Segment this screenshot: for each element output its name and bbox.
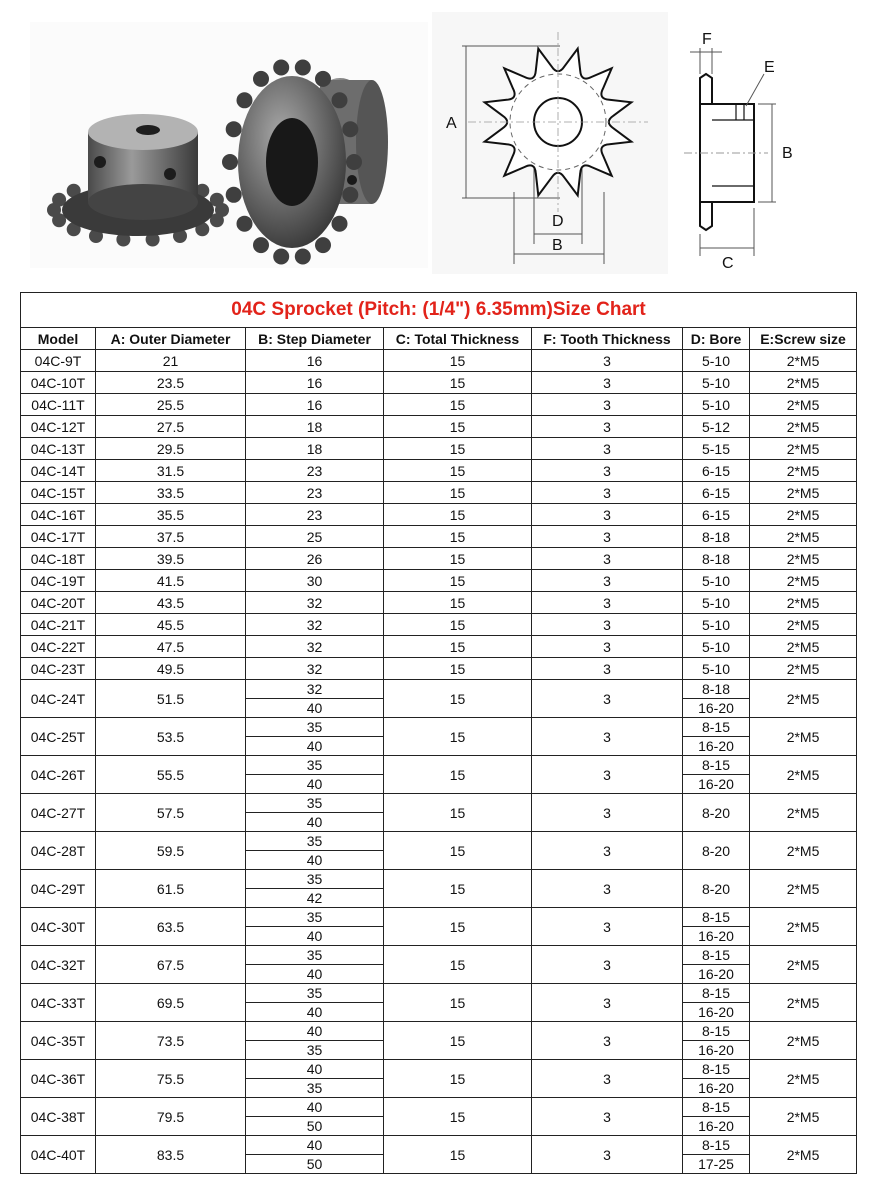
outer-diameter-cell: 41.5 xyxy=(96,570,246,592)
table-row xyxy=(21,416,857,438)
total-thickness-cell: 15 xyxy=(384,718,532,756)
screw-size-cell: 2*M5 xyxy=(750,372,857,394)
label-a: A xyxy=(446,115,457,132)
bore-cell xyxy=(683,908,750,946)
tooth-thickness-cell: 3 xyxy=(532,482,683,504)
step-diameter-cell: 32 xyxy=(246,636,384,658)
sprocket-left xyxy=(47,114,229,247)
screw-size-cell: 2*M5 xyxy=(750,526,857,548)
step-diameter-value: 35 xyxy=(306,985,323,1001)
outer-diameter-cell: 73.5 xyxy=(96,1022,246,1060)
screw-size-cell: 2*M5 xyxy=(750,794,857,832)
step-diameter-value: 40 xyxy=(246,774,383,793)
bore-value: 8-15 xyxy=(701,1061,731,1077)
tooth-thickness-cell: 3 xyxy=(532,658,683,680)
step-diameter-value: 42 xyxy=(246,888,383,907)
step-diameter-cell xyxy=(246,1022,384,1060)
step-diameter-cell xyxy=(246,984,384,1022)
outer-diameter-cell: 21 xyxy=(96,350,246,372)
bore-value: 8-15 xyxy=(701,757,731,773)
step-diameter-cell xyxy=(246,832,384,870)
model-cell: 04C-18T xyxy=(21,548,96,570)
tooth-thickness-cell: 3 xyxy=(532,438,683,460)
outer-diameter-cell: 55.5 xyxy=(96,756,246,794)
step-diameter-cell xyxy=(246,908,384,946)
model-cell: 04C-19T xyxy=(21,570,96,592)
bore-value: 17-25 xyxy=(683,1154,749,1173)
sprocket-right xyxy=(222,60,388,265)
step-diameter-cell: 26 xyxy=(246,548,384,570)
label-c: C xyxy=(722,255,734,272)
screw-size-cell: 2*M5 xyxy=(750,756,857,794)
model-cell: 04C-35T xyxy=(21,1022,96,1060)
tooth-thickness-cell: 3 xyxy=(532,908,683,946)
outer-diameter-cell: 35.5 xyxy=(96,504,246,526)
table-row xyxy=(21,482,857,504)
table-row xyxy=(21,718,857,756)
bore-value: 16-20 xyxy=(683,774,749,793)
screw-size-cell: 2*M5 xyxy=(750,718,857,756)
screw-size-cell: 2*M5 xyxy=(750,570,857,592)
tooth-thickness-cell: 3 xyxy=(532,1060,683,1098)
header-outer-diameter: A: Outer Diameter xyxy=(96,328,246,350)
step-diameter-value: 35 xyxy=(306,795,323,811)
tooth-thickness-cell: 3 xyxy=(532,1098,683,1136)
table-row xyxy=(21,592,857,614)
bore-value: 8-15 xyxy=(701,719,731,735)
bore-cell: 5-10 xyxy=(683,570,750,592)
total-thickness-cell: 15 xyxy=(384,504,532,526)
step-diameter-value: 32 xyxy=(306,681,323,697)
outer-diameter-cell: 79.5 xyxy=(96,1098,246,1136)
tooth-thickness-cell: 3 xyxy=(532,636,683,658)
outer-diameter-cell: 37.5 xyxy=(96,526,246,548)
table-row xyxy=(21,394,857,416)
bore-cell: 8-20 xyxy=(683,794,750,832)
model-cell: 04C-32T xyxy=(21,946,96,984)
bore-cell: 6-15 xyxy=(683,482,750,504)
step-diameter-cell: 30 xyxy=(246,570,384,592)
front-view-diagram xyxy=(432,12,668,274)
model-cell: 04C-10T xyxy=(21,372,96,394)
total-thickness-cell: 15 xyxy=(384,438,532,460)
step-diameter-value: 40 xyxy=(246,698,383,717)
bore-cell: 8-18 xyxy=(683,526,750,548)
step-diameter-cell xyxy=(246,756,384,794)
screw-size-cell: 2*M5 xyxy=(750,832,857,870)
screw-size-cell: 2*M5 xyxy=(750,658,857,680)
screw-size-cell: 2*M5 xyxy=(750,1060,857,1098)
table-row xyxy=(21,870,857,908)
bore-cell xyxy=(683,1060,750,1098)
product-photo xyxy=(30,22,428,268)
step-diameter-cell: 32 xyxy=(246,592,384,614)
table-row xyxy=(21,1022,857,1060)
total-thickness-cell: 15 xyxy=(384,658,532,680)
total-thickness-cell: 15 xyxy=(384,394,532,416)
bore-value: 16-20 xyxy=(683,1078,749,1097)
model-cell: 04C-9T xyxy=(21,350,96,372)
bore-value: 8-15 xyxy=(701,947,731,963)
screw-size-cell: 2*M5 xyxy=(750,1136,857,1174)
total-thickness-cell: 15 xyxy=(384,946,532,984)
header-bore: D: Bore xyxy=(683,328,750,350)
outer-diameter-cell: 49.5 xyxy=(96,658,246,680)
model-cell: 04C-24T xyxy=(21,680,96,718)
outer-diameter-cell: 47.5 xyxy=(96,636,246,658)
header-step-diameter: B: Step Diameter xyxy=(246,328,384,350)
tooth-thickness-cell: 3 xyxy=(532,548,683,570)
total-thickness-cell: 15 xyxy=(384,482,532,504)
bore-cell: 5-10 xyxy=(683,350,750,372)
table-row xyxy=(21,756,857,794)
bore-cell xyxy=(683,1098,750,1136)
table-row xyxy=(21,636,857,658)
step-diameter-cell: 16 xyxy=(246,372,384,394)
table-row xyxy=(21,680,857,718)
model-cell: 04C-22T xyxy=(21,636,96,658)
bore-cell: 5-15 xyxy=(683,438,750,460)
model-cell: 04C-20T xyxy=(21,592,96,614)
chart-title: 04C Sprocket (Pitch: (1/4") 6.35mm)Size Chart xyxy=(21,293,857,328)
model-cell: 04C-14T xyxy=(21,460,96,482)
bore-circle xyxy=(534,98,582,146)
step-diameter-cell: 25 xyxy=(246,526,384,548)
outer-diameter-cell: 27.5 xyxy=(96,416,246,438)
step-diameter-cell: 18 xyxy=(246,416,384,438)
model-cell: 04C-29T xyxy=(21,870,96,908)
step-diameter-value: 40 xyxy=(246,926,383,945)
outer-diameter-cell: 29.5 xyxy=(96,438,246,460)
table-row xyxy=(21,946,857,984)
total-thickness-cell: 15 xyxy=(384,372,532,394)
step-diameter-cell xyxy=(246,946,384,984)
tooth-thickness-cell: 3 xyxy=(532,680,683,718)
tooth-thickness-cell: 3 xyxy=(532,870,683,908)
bore-value: 8-15 xyxy=(701,909,731,925)
outer-diameter-cell: 51.5 xyxy=(96,680,246,718)
tooth-thickness-cell: 3 xyxy=(532,984,683,1022)
bore-value: 16-20 xyxy=(683,1040,749,1059)
tooth-thickness-cell: 3 xyxy=(532,794,683,832)
bore-cell: 8-18 xyxy=(683,548,750,570)
step-diameter-value: 40 xyxy=(246,1002,383,1021)
total-thickness-cell: 15 xyxy=(384,1136,532,1174)
total-thickness-cell: 15 xyxy=(384,1098,532,1136)
bore-value: 16-20 xyxy=(683,736,749,755)
model-cell: 04C-25T xyxy=(21,718,96,756)
total-thickness-cell: 15 xyxy=(384,832,532,870)
screw-size-cell: 2*M5 xyxy=(750,984,857,1022)
step-diameter-cell xyxy=(246,1136,384,1174)
header-tooth-thickness: F: Tooth Thickness xyxy=(532,328,683,350)
step-diameter-cell: 32 xyxy=(246,658,384,680)
total-thickness-cell: 15 xyxy=(384,350,532,372)
table-row xyxy=(21,438,857,460)
table-row xyxy=(21,1136,857,1174)
outer-diameter-cell: 23.5 xyxy=(96,372,246,394)
screw-size-cell: 2*M5 xyxy=(750,394,857,416)
outer-diameter-cell: 39.5 xyxy=(96,548,246,570)
bore-cell xyxy=(683,756,750,794)
step-diameter-cell xyxy=(246,718,384,756)
model-cell: 04C-36T xyxy=(21,1060,96,1098)
bore-value: 16-20 xyxy=(683,698,749,717)
screw-size-cell: 2*M5 xyxy=(750,946,857,984)
bore-value: 8-15 xyxy=(701,985,731,1001)
outer-diameter-cell: 83.5 xyxy=(96,1136,246,1174)
tooth-thickness-cell: 3 xyxy=(532,504,683,526)
model-cell: 04C-38T xyxy=(21,1098,96,1136)
table-row xyxy=(21,504,857,526)
bore-value: 16-20 xyxy=(683,964,749,983)
tooth-thickness-cell: 3 xyxy=(532,614,683,636)
bore-value: 8-18 xyxy=(701,681,731,697)
step-diameter-cell: 32 xyxy=(246,614,384,636)
outer-diameter-cell: 75.5 xyxy=(96,1060,246,1098)
outer-diameter-cell: 61.5 xyxy=(96,870,246,908)
header-total-thickness: C: Total Thickness xyxy=(384,328,532,350)
table-row xyxy=(21,1060,857,1098)
label-f: F xyxy=(702,31,712,48)
step-diameter-cell: 23 xyxy=(246,482,384,504)
chart-body xyxy=(21,350,857,1174)
screw-size-cell: 2*M5 xyxy=(750,1022,857,1060)
table-row xyxy=(21,350,857,372)
screw-size-cell: 2*M5 xyxy=(750,416,857,438)
outer-diameter-cell: 33.5 xyxy=(96,482,246,504)
total-thickness-cell: 15 xyxy=(384,526,532,548)
total-thickness-cell: 15 xyxy=(384,614,532,636)
total-thickness-cell: 15 xyxy=(384,794,532,832)
step-diameter-cell xyxy=(246,870,384,908)
bore-value: 16-20 xyxy=(683,926,749,945)
model-cell: 04C-13T xyxy=(21,438,96,460)
bore-cell: 5-10 xyxy=(683,614,750,636)
total-thickness-cell: 15 xyxy=(384,416,532,438)
total-thickness-cell: 15 xyxy=(384,756,532,794)
bore-cell xyxy=(683,680,750,718)
step-diameter-value: 40 xyxy=(306,1137,323,1153)
table-row xyxy=(21,658,857,680)
screw-size-cell: 2*M5 xyxy=(750,1098,857,1136)
screw-size-cell: 2*M5 xyxy=(750,636,857,658)
outer-diameter-cell: 53.5 xyxy=(96,718,246,756)
total-thickness-cell: 15 xyxy=(384,592,532,614)
screw-size-cell: 2*M5 xyxy=(750,438,857,460)
model-cell: 04C-23T xyxy=(21,658,96,680)
step-diameter-value: 35 xyxy=(246,1040,383,1059)
bore-cell: 5-10 xyxy=(683,658,750,680)
outer-diameter-cell: 43.5 xyxy=(96,592,246,614)
header-model: Model xyxy=(21,328,96,350)
tooth-thickness-cell: 3 xyxy=(532,1022,683,1060)
tooth-thickness-cell: 3 xyxy=(532,718,683,756)
step-diameter-value: 40 xyxy=(246,736,383,755)
table-row xyxy=(21,548,857,570)
step-diameter-value: 35 xyxy=(306,909,323,925)
tooth-thickness-cell: 3 xyxy=(532,416,683,438)
table-row xyxy=(21,614,857,636)
bore-cell: 8-20 xyxy=(683,870,750,908)
total-thickness-cell: 15 xyxy=(384,636,532,658)
model-cell: 04C-17T xyxy=(21,526,96,548)
step-diameter-cell xyxy=(246,1098,384,1136)
step-diameter-value: 35 xyxy=(306,833,323,849)
size-chart-table xyxy=(20,292,857,1174)
bore-cell: 6-15 xyxy=(683,460,750,482)
leader-line-e xyxy=(746,74,764,106)
outer-diameter-cell: 45.5 xyxy=(96,614,246,636)
model-cell: 04C-40T xyxy=(21,1136,96,1174)
table-row xyxy=(21,832,857,870)
screw-size-cell: 2*M5 xyxy=(750,460,857,482)
outer-diameter-cell: 69.5 xyxy=(96,984,246,1022)
step-diameter-cell: 23 xyxy=(246,504,384,526)
tooth-thickness-cell: 3 xyxy=(532,460,683,482)
model-cell: 04C-21T xyxy=(21,614,96,636)
bore-value: 16-20 xyxy=(683,1002,749,1021)
step-diameter-cell: 23 xyxy=(246,460,384,482)
tooth-thickness-cell: 3 xyxy=(532,570,683,592)
model-cell: 04C-11T xyxy=(21,394,96,416)
total-thickness-cell: 15 xyxy=(384,460,532,482)
bore-cell xyxy=(683,1136,750,1174)
table-row xyxy=(21,984,857,1022)
step-diameter-value: 35 xyxy=(306,757,323,773)
screw-size-cell: 2*M5 xyxy=(750,680,857,718)
bore-cell xyxy=(683,984,750,1022)
step-diameter-value: 40 xyxy=(306,1023,323,1039)
step-diameter-cell xyxy=(246,1060,384,1098)
header-row xyxy=(21,328,857,350)
screw-size-cell: 2*M5 xyxy=(750,504,857,526)
step-diameter-value: 40 xyxy=(306,1099,323,1115)
sprocket-photo-illustration xyxy=(30,22,428,268)
bore-cell: 6-15 xyxy=(683,504,750,526)
total-thickness-cell: 15 xyxy=(384,870,532,908)
step-diameter-value: 35 xyxy=(306,947,323,963)
tooth-thickness-cell: 3 xyxy=(532,372,683,394)
bore-cell: 5-10 xyxy=(683,636,750,658)
bore-cell: 5-10 xyxy=(683,372,750,394)
side-view-diagram xyxy=(676,22,816,274)
step-diameter-value: 40 xyxy=(246,964,383,983)
outer-diameter-cell: 67.5 xyxy=(96,946,246,984)
bore-cell xyxy=(683,946,750,984)
tooth-thickness-cell: 3 xyxy=(532,756,683,794)
header-screw-size: E:Screw size xyxy=(750,328,857,350)
tooth-thickness-cell: 3 xyxy=(532,592,683,614)
outer-diameter-cell: 57.5 xyxy=(96,794,246,832)
label-e: E xyxy=(764,59,775,76)
total-thickness-cell: 15 xyxy=(384,680,532,718)
screw-size-cell: 2*M5 xyxy=(750,614,857,636)
bore-value: 8-15 xyxy=(701,1137,731,1153)
step-diameter-value: 35 xyxy=(306,719,323,735)
total-thickness-cell: 15 xyxy=(384,570,532,592)
outer-diameter-cell: 63.5 xyxy=(96,908,246,946)
step-diameter-cell: 16 xyxy=(246,350,384,372)
bore-cell: 5-10 xyxy=(683,394,750,416)
bore-value: 8-15 xyxy=(701,1099,731,1115)
total-thickness-cell: 15 xyxy=(384,548,532,570)
table-row xyxy=(21,372,857,394)
step-diameter-value: 35 xyxy=(306,871,323,887)
table-row xyxy=(21,794,857,832)
label-d: D xyxy=(552,213,564,230)
tooth-thickness-cell: 3 xyxy=(532,946,683,984)
bore-value: 16-20 xyxy=(683,1116,749,1135)
step-diameter-cell xyxy=(246,680,384,718)
screw-size-cell: 2*M5 xyxy=(750,350,857,372)
table-row xyxy=(21,908,857,946)
tooth-thickness-cell: 3 xyxy=(532,1136,683,1174)
screw-size-cell: 2*M5 xyxy=(750,592,857,614)
table-row xyxy=(21,570,857,592)
step-diameter-cell: 18 xyxy=(246,438,384,460)
bore-cell: 5-10 xyxy=(683,592,750,614)
model-cell: 04C-26T xyxy=(21,756,96,794)
screw-size-cell: 2*M5 xyxy=(750,482,857,504)
step-diameter-cell xyxy=(246,794,384,832)
step-diameter-value: 50 xyxy=(246,1116,383,1135)
tooth-thickness-cell: 3 xyxy=(532,832,683,870)
tooth-thickness-cell: 3 xyxy=(532,350,683,372)
tooth-thickness-cell: 3 xyxy=(532,526,683,548)
total-thickness-cell: 15 xyxy=(384,1060,532,1098)
model-cell: 04C-28T xyxy=(21,832,96,870)
label-b: B xyxy=(552,237,563,254)
total-thickness-cell: 15 xyxy=(384,908,532,946)
step-diameter-cell: 16 xyxy=(246,394,384,416)
table-row xyxy=(21,1098,857,1136)
outer-diameter-cell: 31.5 xyxy=(96,460,246,482)
total-thickness-cell: 15 xyxy=(384,984,532,1022)
bore-cell xyxy=(683,1022,750,1060)
model-cell: 04C-27T xyxy=(21,794,96,832)
step-diameter-value: 40 xyxy=(246,812,383,831)
tooth-thickness-cell: 3 xyxy=(532,394,683,416)
bore-cell xyxy=(683,718,750,756)
screw-size-cell: 2*M5 xyxy=(750,870,857,908)
step-diameter-value: 40 xyxy=(306,1061,323,1077)
screw-size-cell: 2*M5 xyxy=(750,548,857,570)
model-cell: 04C-16T xyxy=(21,504,96,526)
screw-size-cell: 2*M5 xyxy=(750,908,857,946)
step-diameter-value: 50 xyxy=(246,1154,383,1173)
model-cell: 04C-12T xyxy=(21,416,96,438)
step-diameter-value: 35 xyxy=(246,1078,383,1097)
outer-diameter-cell: 25.5 xyxy=(96,394,246,416)
model-cell: 04C-33T xyxy=(21,984,96,1022)
outer-diameter-cell: 59.5 xyxy=(96,832,246,870)
table-row xyxy=(21,526,857,548)
table-row xyxy=(21,460,857,482)
total-thickness-cell: 15 xyxy=(384,1022,532,1060)
label-b-side: B xyxy=(782,145,793,162)
model-cell: 04C-15T xyxy=(21,482,96,504)
step-diameter-value: 40 xyxy=(246,850,383,869)
model-cell: 04C-30T xyxy=(21,908,96,946)
bore-cell: 5-12 xyxy=(683,416,750,438)
bore-value: 8-15 xyxy=(701,1023,731,1039)
bore-cell: 8-20 xyxy=(683,832,750,870)
